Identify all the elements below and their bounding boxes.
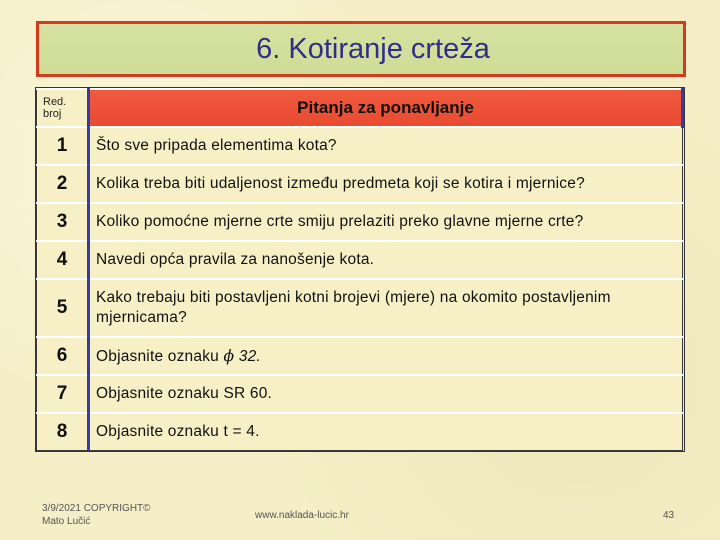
diameter-symbol: ϕ bbox=[223, 346, 235, 365]
row-question: Navedi opća pravila za nanošenje kota. bbox=[89, 241, 683, 279]
table-row bbox=[37, 165, 683, 203]
row-question: Što sve pripada elementima kota? bbox=[89, 127, 683, 165]
row-number: 1 bbox=[37, 127, 89, 165]
row-number: 4 bbox=[37, 241, 89, 279]
row-number: 8 bbox=[37, 413, 89, 451]
row-number: 3 bbox=[37, 203, 89, 241]
row-number: 6 bbox=[37, 337, 89, 375]
footer-copyright bbox=[42, 502, 151, 528]
table-header-row bbox=[37, 89, 683, 127]
table-row bbox=[37, 337, 683, 375]
slide-title: 6. Kotiranje crteža bbox=[256, 32, 490, 65]
table-row bbox=[37, 203, 683, 241]
row-question bbox=[89, 337, 683, 375]
footer-author-line: Mato Lučić bbox=[42, 516, 91, 527]
header-number: Red. broj bbox=[37, 89, 89, 127]
questions-table bbox=[36, 88, 684, 451]
page-number: 43 bbox=[663, 510, 675, 521]
table-row bbox=[37, 279, 683, 337]
row-question: Kako trebaju biti postavljeni kotni brojevi (mjere) na okomito postavljenim mjernicama? bbox=[89, 279, 683, 337]
table-row bbox=[37, 375, 683, 413]
row-number: 5 bbox=[37, 279, 89, 337]
row-question: Kolika treba biti udaljenost između predmeta koji se kotira i mjernice? bbox=[89, 165, 683, 203]
row-question-prefix: Objasnite oznaku bbox=[96, 347, 219, 365]
header-title: Pitanja za ponavljanje bbox=[89, 89, 683, 127]
diameter-value: 32. bbox=[238, 347, 261, 365]
table-row bbox=[37, 413, 683, 451]
table-row bbox=[37, 127, 683, 165]
row-number: 7 bbox=[37, 375, 89, 413]
title-box bbox=[36, 21, 686, 77]
row-question: Objasnite oznaku t = 4. bbox=[89, 413, 683, 451]
row-question: Koliko pomoćne mjerne crte smiju prelaziti preko glavne mjerne crte? bbox=[89, 203, 683, 241]
table-row bbox=[37, 241, 683, 279]
footer-date-line: 3/9/2021 COPYRIGHT© bbox=[42, 503, 151, 514]
footer-url: www.naklada-lucic.hr bbox=[255, 510, 349, 521]
row-question: Objasnite oznaku SR 60. bbox=[89, 375, 683, 413]
row-number: 2 bbox=[37, 165, 89, 203]
